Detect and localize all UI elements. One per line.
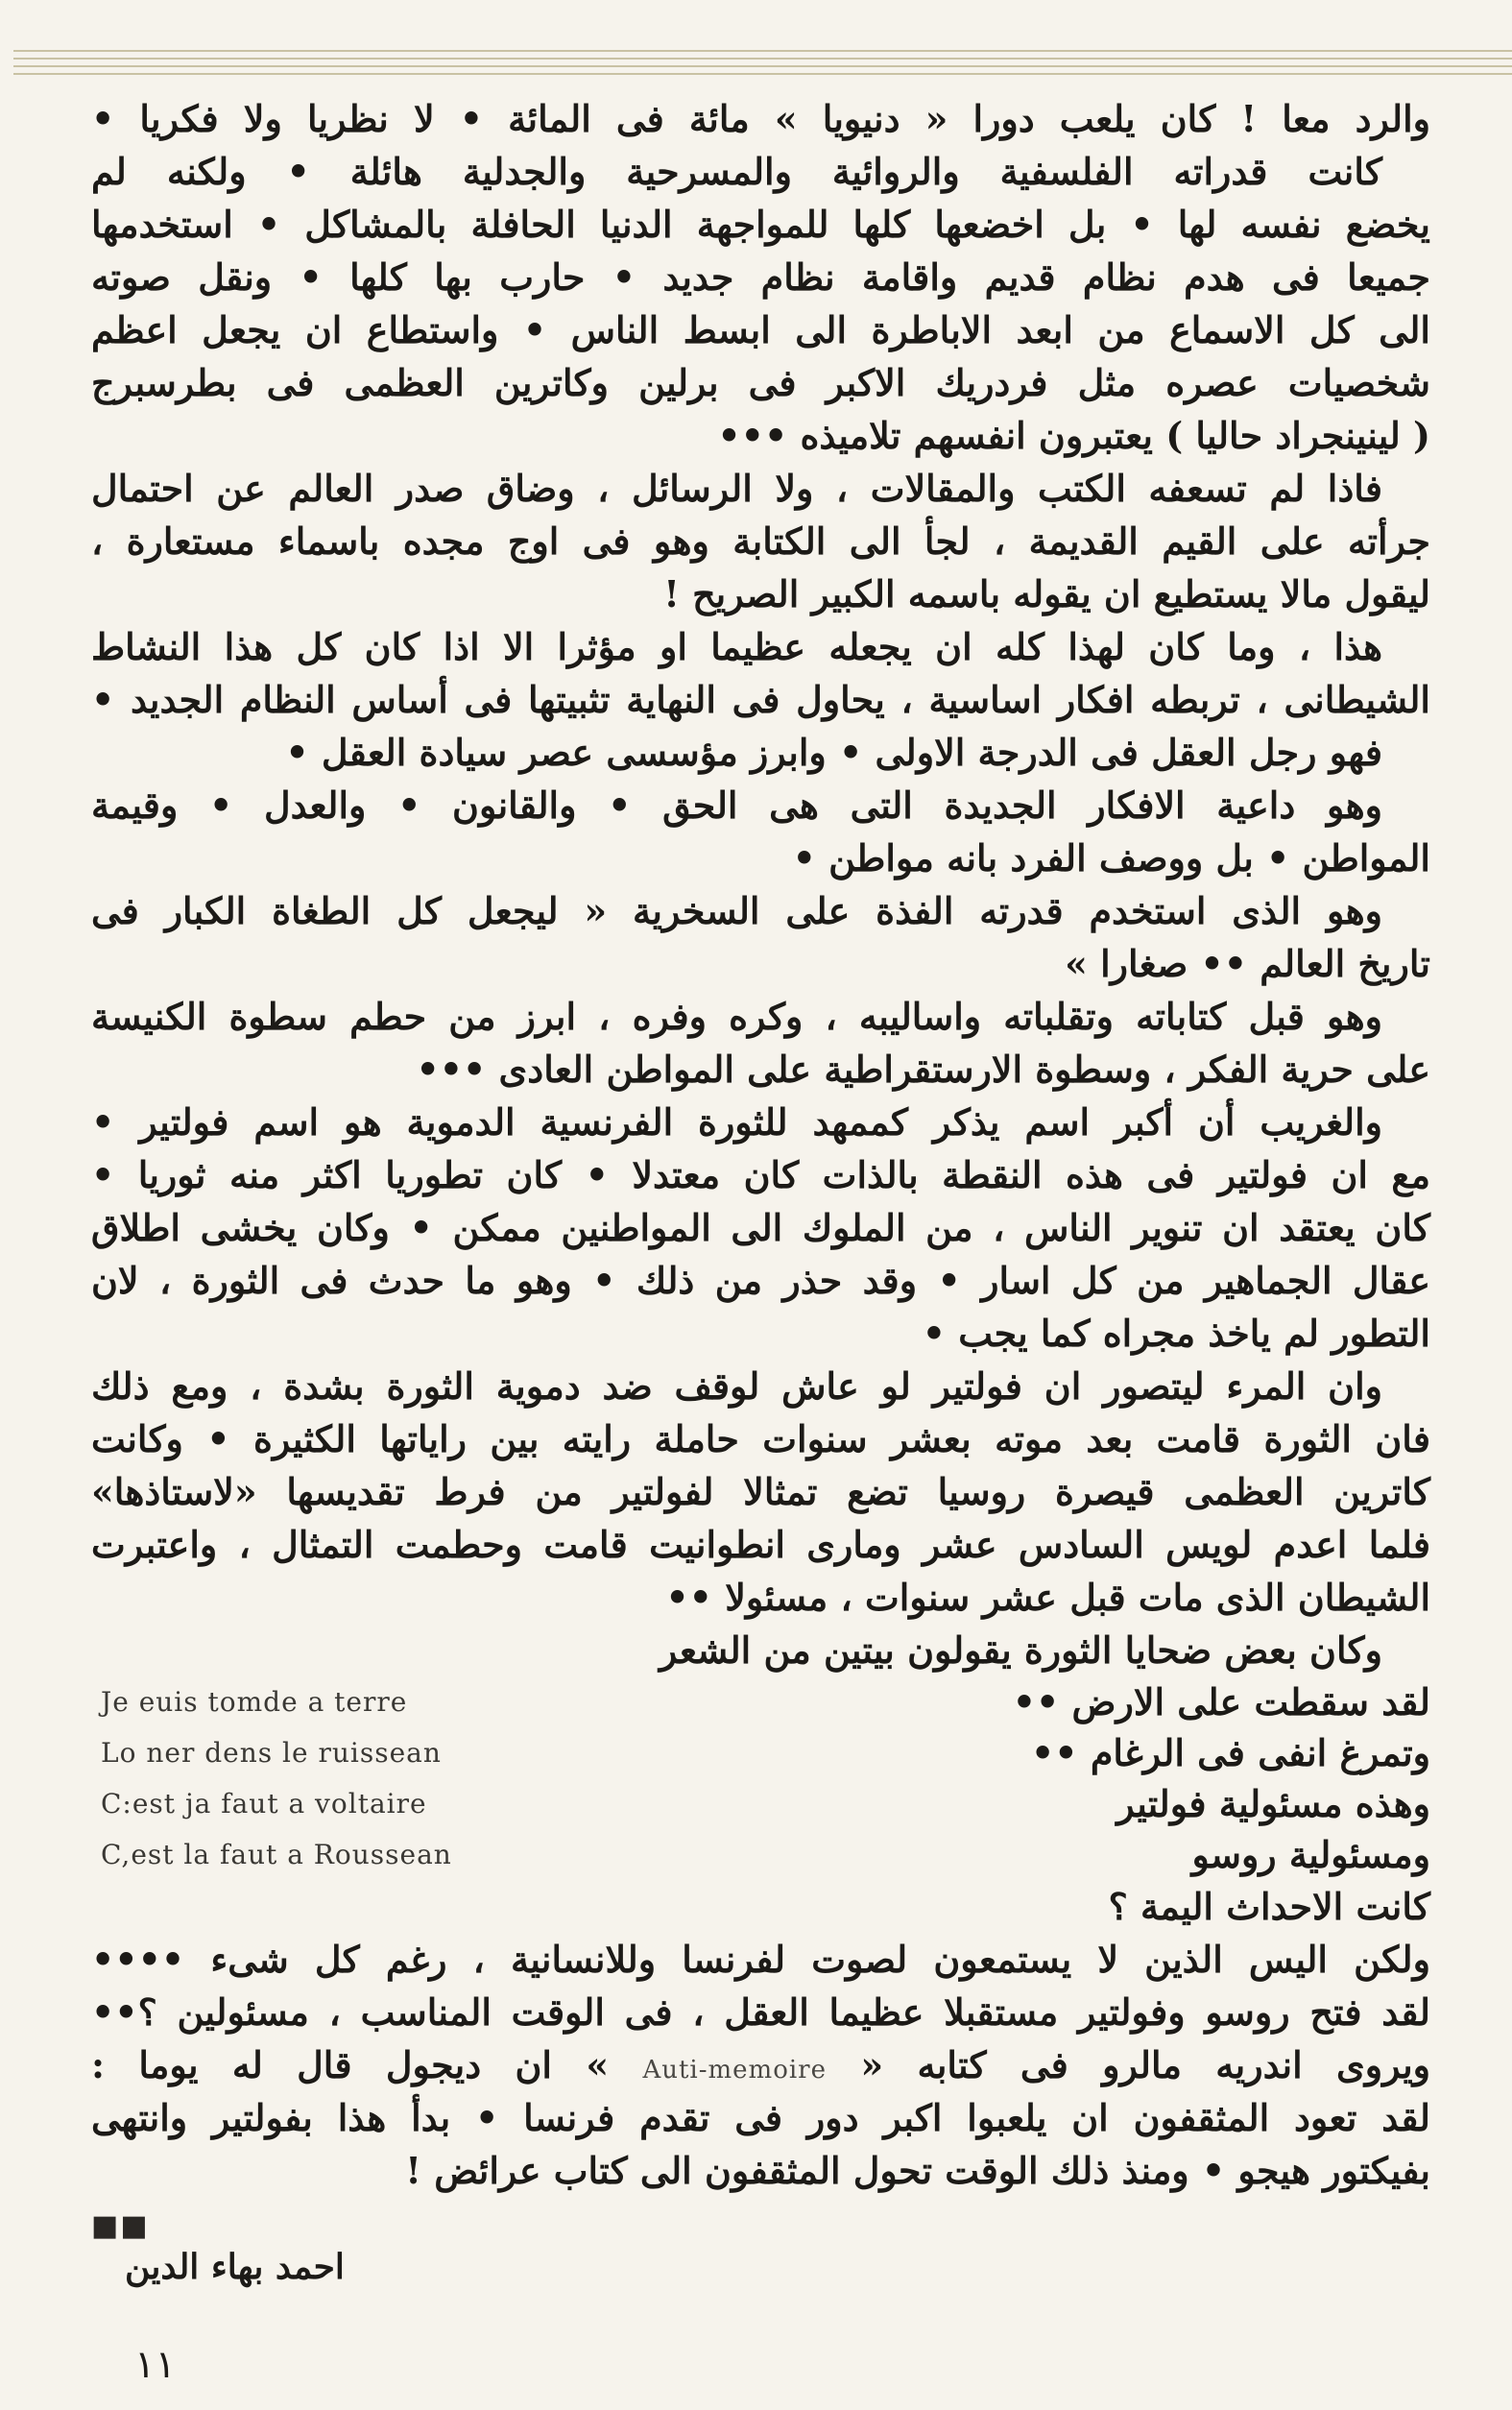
text-line: ليقول مالا يستطيع ان يقوله باسمه الكبير الصريح !	[663, 572, 1430, 615]
text-line: لقد فتح روسو وفولتير مستقبلا عظيما العقل ، فى الوقت المناسب ، مسئولين ؟••	[91, 1990, 1430, 2034]
header-rule	[13, 65, 1512, 67]
text-line: كانت قدراته الفلسفية والروائية والمسرحية والجدلية هائلة • ولكنه لم	[91, 150, 1382, 193]
end-mark: ■■	[91, 2209, 150, 2243]
text-line: فاذا لم تسعفه الكتب والمقالات ، ولا الرسائل ، وضاق صدر العالم عن احتمال	[91, 467, 1382, 510]
text-line: ( لينينجراد حاليا ) يعتبرون انفسهم تلاميذه •••	[717, 414, 1430, 457]
text-line: فهو رجل العقل فى الدرجة الاولى • وابرز مؤسسى عصر سيادة العقل •	[285, 731, 1382, 774]
poem-french: Lo ner dens le ruissean	[101, 1737, 442, 1769]
text-line: شخصيات عصره مثل فردريك الاكبر فى برلين وكاترين العظمى فى بطرسبرج	[91, 361, 1430, 404]
header-rule	[13, 50, 1512, 52]
text-line: مع ان فولتير فى هذه النقطة بالذات كان معتدلا • كان تطوريا اكثر منه ثوريا •	[91, 1153, 1430, 1196]
text-line: تاريخ العالم •• صغارا »	[1065, 942, 1430, 985]
text-line: وان المرء ليتصور ان فولتير لو عاش لوقف ضد دموية الثورة بشدة ، ومع ذلك	[91, 1364, 1382, 1408]
text-line: جرأته على القيم القديمة ، لجأ الى الكتابة وهو فى اوج مجده باسماء مستعارة ،	[91, 519, 1430, 563]
text-line: الى كل الاسماع من ابعد الاباطرة الى ابسط الناس • واستطاع ان يجعل اعظم	[91, 308, 1430, 351]
text-line: بفيكتور هيجو • ومنذ ذلك الوقت تحول المثقفون الى كتاب عرائض !	[405, 2149, 1430, 2192]
text-line: هذا ، وما كان لهذا كله ان يجعله عظيما او مؤثرا الا اذا كان كل هذا النشاط	[91, 625, 1382, 668]
article-body	[91, 92, 1430, 2197]
text-line: التطور لم ياخذ مجراه كما يجب •	[922, 1312, 1430, 1355]
text-line: الشيطانى ، تربطه افكار اساسية ، يحاول فى النهاية تثبيتها فى أساس النظام الجديد •	[91, 678, 1430, 721]
text-line: فلما اعدم لويس السادس عشر ومارى انطوانيت قامت وحطمت التمثال ، واعتبرت	[91, 1523, 1430, 1566]
header-rule	[13, 73, 1512, 75]
poem-line	[91, 1778, 1430, 1829]
text-line: على حرية الفكر ، وسطوة الارستقراطية على المواطن العادى •••	[416, 1048, 1430, 1091]
text-line: كان يعتقد ان تنوير الناس ، من الملوك الى المواطنين ممكن • وكان يخشى اطلاق	[91, 1206, 1430, 1249]
text-line: فان الثورة قامت بعد موته بعشر سنوات حاملة رايته بين راياتها الكثيرة • وكانت	[91, 1417, 1430, 1460]
text-line: عقال الجماهير من كل اسار • وقد حذر من ذلك • وهو ما حدث فى الثورة ، لان	[91, 1259, 1430, 1302]
text-line: وهو الذى استخدم قدرته الفذة على السخرية « ليجعل كل الطغاة الكبار فى	[91, 889, 1382, 932]
poem-french: Je euis tomde a terre	[101, 1686, 408, 1718]
text-line: جميعا فى هدم نظام قديم واقامة نظام جديد • حارب بها كلها • ونقل صوته	[91, 255, 1430, 299]
text-line: المواطن • بل ووصف الفرد بانه مواطن •	[792, 836, 1430, 880]
text-line: كانت الاحداث اليمة ؟	[1108, 1885, 1430, 1928]
book-title-french: Auti-memoire	[642, 2056, 827, 2085]
text-line: كاترين العظمى قيصرة روسيا تضع تمثالا لفولتير من فرط تقديسها «لاستاذها»	[91, 1470, 1430, 1513]
text-line: وكان بعض ضحايا الثورة يقولون بيتين من الشعر	[659, 1628, 1382, 1672]
text-line	[91, 2038, 1430, 2091]
header-rule	[13, 58, 1512, 60]
author-name: احمد بهاء الدين	[125, 2247, 345, 2287]
poem-arabic: وهذه مسئولية فولتير	[1116, 1782, 1430, 1825]
text-line: والغريب أن أكبر اسم يذكر كممهد للثورة الفرنسية الدموية هو اسم فولتير •	[91, 1100, 1382, 1144]
text-line: لقد تعود المثقفون ان يلعبوا اكبر دور فى تقدم فرنسا • بدأ هذا بفولتير وانتهى	[91, 2096, 1430, 2139]
text-line: يخضع نفسه لها • بل اخضعها كلها للمواجهة الدنيا الحافلة بالمشاكل • استخدمها	[91, 203, 1430, 246]
poem-french: C,est la faut a Roussean	[101, 1839, 452, 1870]
poem-arabic: لقد سقطت على الارض ••	[1012, 1680, 1430, 1723]
text-line: ولكن اليس الذين لا يستمعون لصوت لفرنسا وللانسانية ، رغم كل شىء ••••	[91, 1938, 1430, 1981]
malraux-before: ويروى اندريه مالرو فى كتابه «	[827, 2043, 1430, 2086]
poem-arabic: وتمرغ انفى فى الرغام ••	[1031, 1731, 1430, 1774]
poem-line	[91, 1727, 1430, 1778]
poem-line	[91, 1676, 1430, 1727]
text-line: وهو قبل كتاباته وتقلباته واساليبه ، وكره وفره ، ابرز من حطم سطوة الكنيسة	[91, 995, 1382, 1038]
poem-line	[91, 1829, 1430, 1880]
malraux-after: » ان ديجول قال له يوما :	[91, 2043, 643, 2086]
poem-arabic: ومسئولية روسو	[1191, 1833, 1430, 1876]
text-line: وهو داعية الافكار الجديدة التى هى الحق • والقانون • والعدل • وقيمة	[91, 783, 1382, 827]
text-line: الشيطان الذى مات قبل عشر سنوات ، مسئولا ••	[665, 1576, 1430, 1619]
text-line: والرد معا ! كان يلعب دورا « دنيويا » مائة فى المائة • لا نظريا ولا فكريا •	[91, 97, 1430, 140]
page-number: ١١	[134, 2343, 176, 2387]
poem-french: C:est ja faut a voltaire	[101, 1788, 427, 1820]
